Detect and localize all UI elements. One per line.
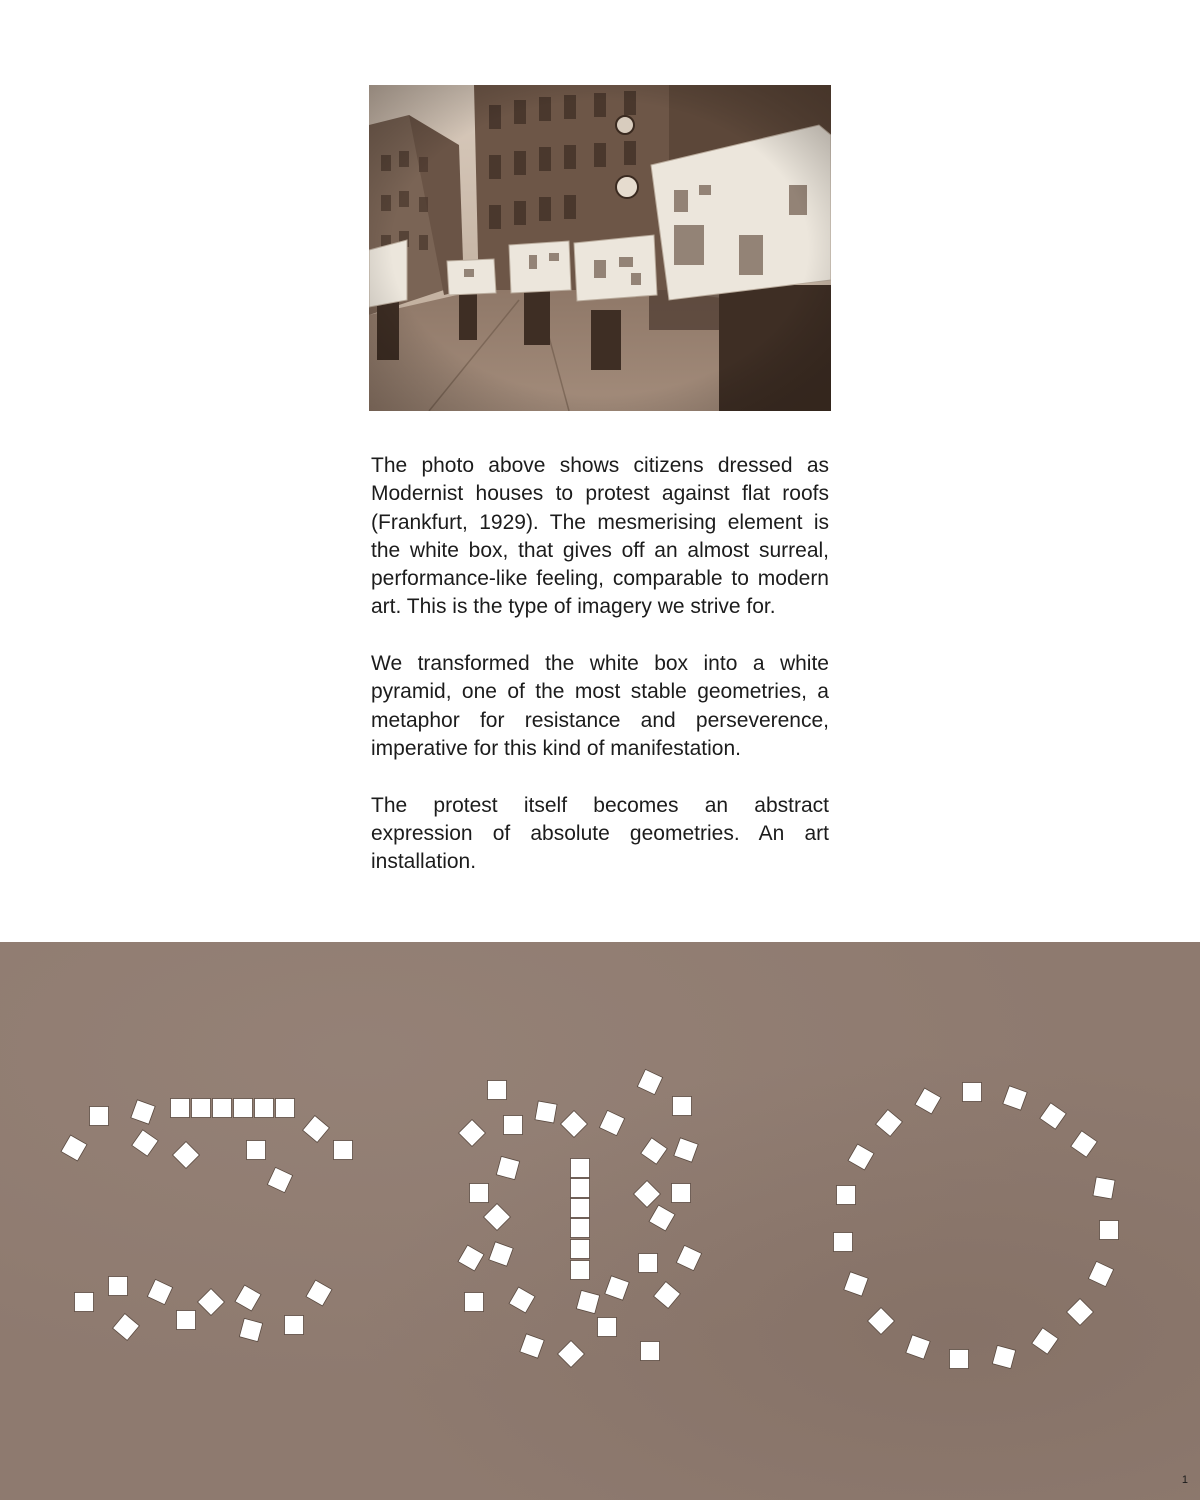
archival-protest-photo xyxy=(369,85,831,411)
white-square xyxy=(255,1099,274,1118)
white-square xyxy=(598,1318,617,1337)
white-square xyxy=(334,1141,353,1160)
white-square xyxy=(673,1097,692,1116)
paragraph-intro: The photo above shows citizens dressed as Modernist houses to protest against flat roofs (Frankfurt, 1929). The mesmerising element is the white box, that gives off an almost surreal, performance-like feeling, comparable to modern art. This is the type of imagery we strive for. xyxy=(371,454,829,619)
white-square xyxy=(213,1099,232,1118)
white-square xyxy=(571,1179,590,1198)
white-square xyxy=(504,1116,523,1135)
white-square xyxy=(672,1184,691,1203)
white-square xyxy=(535,1101,557,1123)
paragraph-pyramid: We transformed the white box into a white pyramid, one of the most stable geometries, a metaphor for resistance and perseverence, imperative for this kind of manifestation. xyxy=(371,652,829,760)
white-square xyxy=(465,1293,484,1312)
white-square xyxy=(834,1233,853,1252)
white-square xyxy=(837,1186,856,1205)
paragraph-installation: The protest itself becomes an abstract expression of absolute geometries. An art installation. xyxy=(371,793,829,874)
white-square xyxy=(950,1350,969,1369)
white-square xyxy=(571,1159,590,1178)
white-square xyxy=(1093,1177,1115,1199)
white-square xyxy=(171,1099,190,1118)
white-square xyxy=(470,1184,489,1203)
white-square xyxy=(571,1199,590,1218)
site-plan-squares xyxy=(0,942,1200,1500)
white-square xyxy=(488,1081,507,1100)
white-square xyxy=(571,1261,590,1280)
body-text xyxy=(371,452,829,876)
white-square xyxy=(639,1254,658,1273)
white-square xyxy=(247,1141,266,1160)
white-square xyxy=(571,1240,590,1259)
white-square xyxy=(75,1293,94,1312)
white-square xyxy=(234,1099,253,1118)
page-number: 1 xyxy=(1181,1474,1188,1486)
white-square xyxy=(285,1316,304,1335)
white-square xyxy=(641,1342,660,1361)
white-square xyxy=(276,1099,295,1118)
white-square xyxy=(963,1083,982,1102)
white-square xyxy=(177,1311,196,1330)
white-square xyxy=(1100,1221,1119,1240)
white-square xyxy=(90,1107,109,1126)
white-square xyxy=(571,1219,590,1238)
white-square xyxy=(192,1099,211,1118)
white-square xyxy=(109,1277,128,1296)
